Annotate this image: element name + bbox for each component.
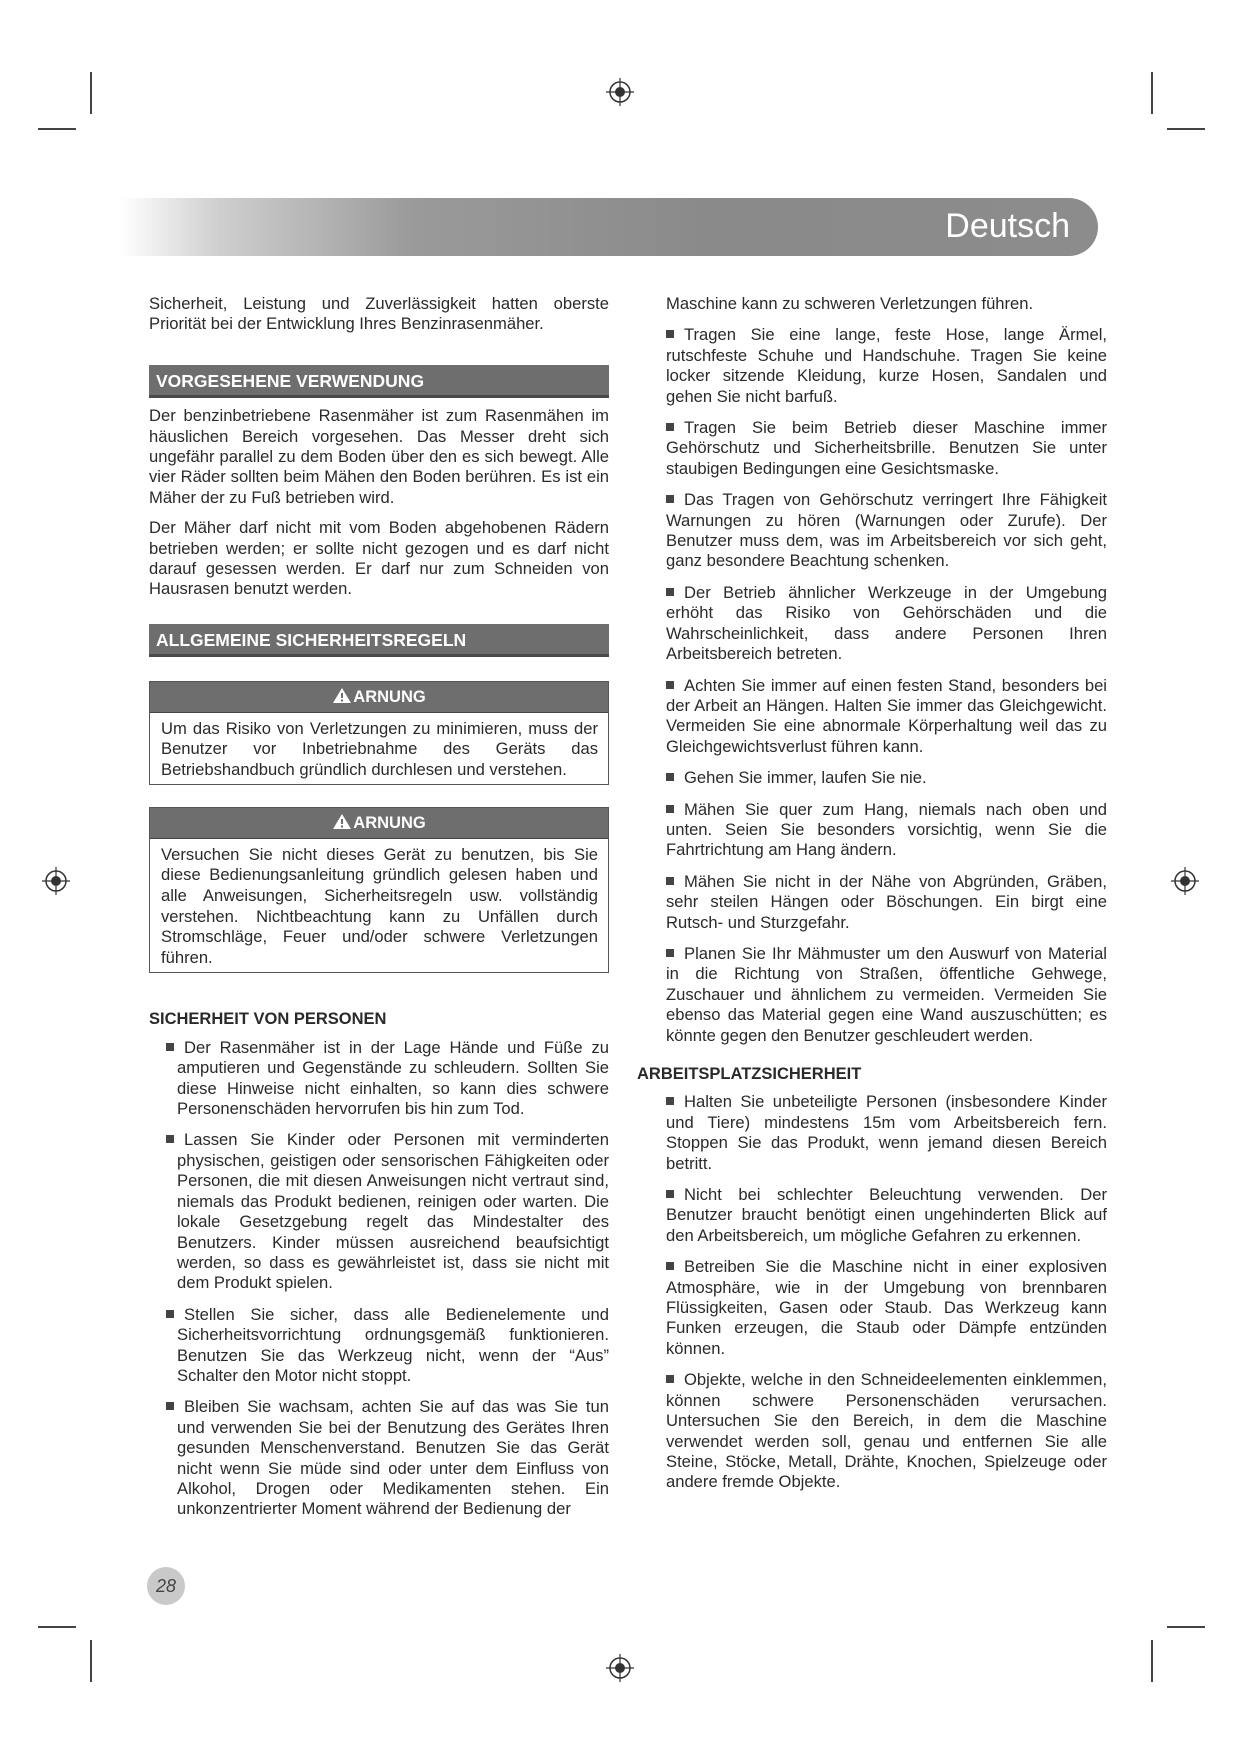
list-item: Der Rasenmäher ist in der Lage Hände und Füße zu amputieren und Gegenstände zu schleudern. Sollten Sie diese Hinweise nicht einhalten, so kann dies schwere Personenschäden hervorrufen bis hin zum Tod.	[149, 1038, 609, 1120]
left-column	[149, 294, 609, 1531]
bullet-icon	[166, 1135, 174, 1143]
list-item: Gehen Sie immer, laufen Sie nie.	[666, 768, 1107, 788]
list-item: Der Betrieb ähnlicher Werkzeuge in der Umgebung erhöht das Risiko von Gehörschäden und die Wahrscheinlichkeit, dass andere Personen Ihren Arbeitsbereich betreten.	[666, 582, 1107, 664]
bullet-icon	[666, 423, 674, 431]
warning-box	[149, 681, 609, 785]
crop-mark	[90, 1640, 92, 1682]
bullet-icon	[666, 495, 674, 503]
bullet-list	[666, 325, 1107, 1046]
crop-mark	[38, 128, 76, 130]
page-number: 28	[147, 1567, 185, 1605]
list-item: Mähen Sie nicht in der Nähe von Abgründen, Gräben, sehr steilen Hängen oder Böschungen. Ein birgt eine Rutsch- und Sturzgefahr.	[666, 871, 1107, 932]
language-header-bar	[120, 198, 1098, 256]
subheading-personal-safety: SICHERHEIT VON PERSONEN	[149, 1010, 387, 1029]
warning-triangle-icon	[332, 687, 352, 704]
crop-mark	[1167, 128, 1205, 130]
list-item: Objekte, welche in den Schneideelementen einklemmen, können schwere Personenschäden verursachen. Untersuchen Sie den Bereich, in dem die Maschine verwendet werden soll, genau und entfernen Sie alle Steine, Stöcke, Metall, Drähte, Knochen, Spielzeuge oder andere fremde Objekte.	[666, 1370, 1107, 1492]
subheading-workplace-safety: ARBEITSPLATZSICHERHEIT	[637, 1065, 862, 1083]
section-heading-general-safety: ALLGEMEINE SICHERHEITSREGELN	[149, 624, 609, 657]
bullet-icon	[666, 1097, 674, 1105]
warning-header	[150, 682, 608, 712]
list-item: Nicht bei schlechter Beleuchtung verwenden. Der Benutzer braucht benötigt einen ungehinderten Blick auf den Arbeitsbereich, um mögliche Gefahren zu erkennen.	[666, 1185, 1107, 1245]
intro-paragraph: Sicherheit, Leistung und Zuverlässigkeit hatten oberste Priorität bei der Entwicklung Ihres Benzinrasenmäher.	[149, 294, 609, 334]
list-item: Achten Sie immer auf einen festen Stand, besonders bei der Arbeit an Hängen. Halten Sie immer das Gleichgewicht. Vermeiden Sie eine abnormale Körperhaltung weil das zu Gleichgewichtsverlust führen kann.	[666, 675, 1107, 756]
list-item: Bleiben Sie wachsam, achten Sie auf das was Sie tun und verwenden Sie bei der Benutzung des Gerätes Ihren gesunden Menschenverstand. Benutzen Sie das Gerät nicht wenn Sie müde sind oder unter dem Einfluss von Alkohol, Drogen oder Medikamenten stehen. Ein unkonzentrierter Moment während der Bedienung der	[149, 1397, 609, 1519]
bullet-list	[149, 1038, 609, 1520]
warning-header	[150, 808, 608, 838]
list-item: Lassen Sie Kinder oder Personen mit verminderten physischen, geistigen oder sensorischen Fähigkeiten oder Personen, die mit diesen Anweisungen nicht vertraut sind, niemals das Produkt bedienen, reinigen oder warten. Die lokale Gesetzgebung regelt das Mindestalter des Benutzers. Kinder müssen ausreichend beaufsichtigt werden, so dass es gewährleistet ist, dass sie nicht mit dem Produkt spielen.	[149, 1130, 609, 1293]
warning-text: Um das Risiko von Verletzungen zu minimieren, muss der Benutzer vor Inbetriebnahme des Geräts das Betriebshandbuch gründlich durchlesen und verstehen.	[161, 718, 598, 779]
bullet-icon	[666, 1262, 674, 1270]
language-label: Deutsch	[945, 207, 1070, 245]
bullet-icon	[166, 1402, 174, 1410]
warning-label: ARNUNG	[353, 688, 426, 707]
registration-mark-icon	[605, 1653, 635, 1683]
bullet-icon	[666, 1190, 674, 1198]
section-heading-intended-use: VORGESEHENE VERWENDUNG	[149, 365, 609, 398]
bullet-list	[666, 1092, 1107, 1492]
bullet-icon	[666, 588, 674, 596]
right-column	[637, 294, 1107, 1504]
list-item: Betreiben Sie die Maschine nicht in einer explosiven Atmosphäre, wie in der Umgebung von brennbaren Flüssigkeiten, Gasen oder Staub. Das Werkzeug kann Funken erzeugen, die Staub oder Dämpfe entzünden können.	[666, 1257, 1107, 1358]
continuation-text: Maschine kann zu schweren Verletzungen führen.	[666, 294, 1034, 313]
list-item: Das Tragen von Gehörschutz verringert Ihre Fähigkeit Warnungen zu hören (Warnungen oder Zurufe). Der Benutzer muss dem, was im Arbeitsbereich vor sich geht, ganz besondere Beachtung schenken.	[666, 490, 1107, 571]
list-item: Tragen Sie eine lange, feste Hose, lange Ärmel, rutschfeste Schuhe und Handschuhe. Tragen Sie keine locker sitzende Kleidung, kurze Hosen, Sandalen und gehen Sie nicht barfuß.	[666, 325, 1107, 406]
bullet-icon	[166, 1043, 174, 1051]
crop-mark	[1151, 1640, 1153, 1682]
paragraph: Der benzinbetriebene Rasenmäher ist zum Rasenmähen im häuslichen Bereich vorgesehen. Das Messer dreht sich ungefähr parallel zu dem Boden über den es sich bewegt. Alle vier Räder sollten beim Mähen den Boden berühren. Es ist ein Mäher der zu Fuß betrieben wird.	[149, 406, 609, 507]
list-item: Planen Sie Ihr Mähmuster um den Auswurf von Material in die Richtung von Straßen, öffentliche Gehwege, Zuschauer und ähnlichem zu vermeiden. Vermeiden Sie ebenso das Material gegen eine Wand auszuschütten; es könnte gegen den Benutzer geschleudert werden.	[666, 943, 1107, 1045]
bullet-icon	[666, 330, 674, 338]
bullet-icon	[666, 773, 674, 781]
warning-text: Versuchen Sie nicht dieses Gerät zu benutzen, bis Sie diese Bedienungsanleitung gründlich gelesen haben und alle Anweisungen, Sicherheitsregeln usw. vollständig verstehen. Nichtbeachtung kann zu Unfällen durch Stromschläge, Feuer und/oder schwere Verletzungen führen.	[161, 844, 598, 967]
bullet-icon	[666, 1375, 674, 1383]
list-item: Tragen Sie beim Betrieb dieser Maschine immer Gehörschutz und Sicherheitsbrille. Benutzen Sie unter staubigen Bedingungen eine Gesichtsmaske.	[666, 418, 1107, 478]
bullet-icon	[666, 681, 674, 689]
crop-mark	[38, 1626, 76, 1628]
list-item: Halten Sie unbeteiligte Personen (insbesondere Kinder und Tiere) mindestens 15m vom Arbeitsbereich fern. Stoppen Sie das Produkt, wenn jemand diesen Bereich betritt.	[666, 1092, 1107, 1173]
warning-label: ARNUNG	[353, 814, 426, 833]
list-item: Stellen Sie sicher, dass alle Bedienelemente und Sicherheitsvorrichtung ordnungsgemäß funktionieren. Benutzen Sie das Werkzeug nicht, wenn der “Aus” Schalter den Motor nicht stoppt.	[149, 1305, 609, 1387]
paragraph: Der Mäher darf nicht mit vom Boden abgehobenen Rädern betrieben werden; er sollte nicht gezogen und es darf nicht darauf gesessen werden. Er darf nur zum Schneiden von Hausrasen benutzt werden.	[149, 518, 609, 599]
bullet-icon	[166, 1310, 174, 1318]
registration-mark-icon	[1170, 866, 1200, 896]
bullet-icon	[666, 877, 674, 885]
crop-mark	[1151, 72, 1153, 114]
crop-mark	[1167, 1626, 1205, 1628]
bullet-icon	[666, 949, 674, 957]
registration-mark-icon	[41, 866, 71, 896]
bullet-icon	[666, 805, 674, 813]
crop-mark	[90, 72, 92, 114]
warning-triangle-icon	[332, 813, 352, 830]
list-item: Mähen Sie quer zum Hang, niemals nach oben und unten. Seien Sie besonders vorsichtig, wenn Sie die Fahrtrichtung am Hang ändern.	[666, 799, 1107, 860]
warning-box	[149, 807, 609, 973]
registration-mark-icon	[605, 77, 635, 107]
